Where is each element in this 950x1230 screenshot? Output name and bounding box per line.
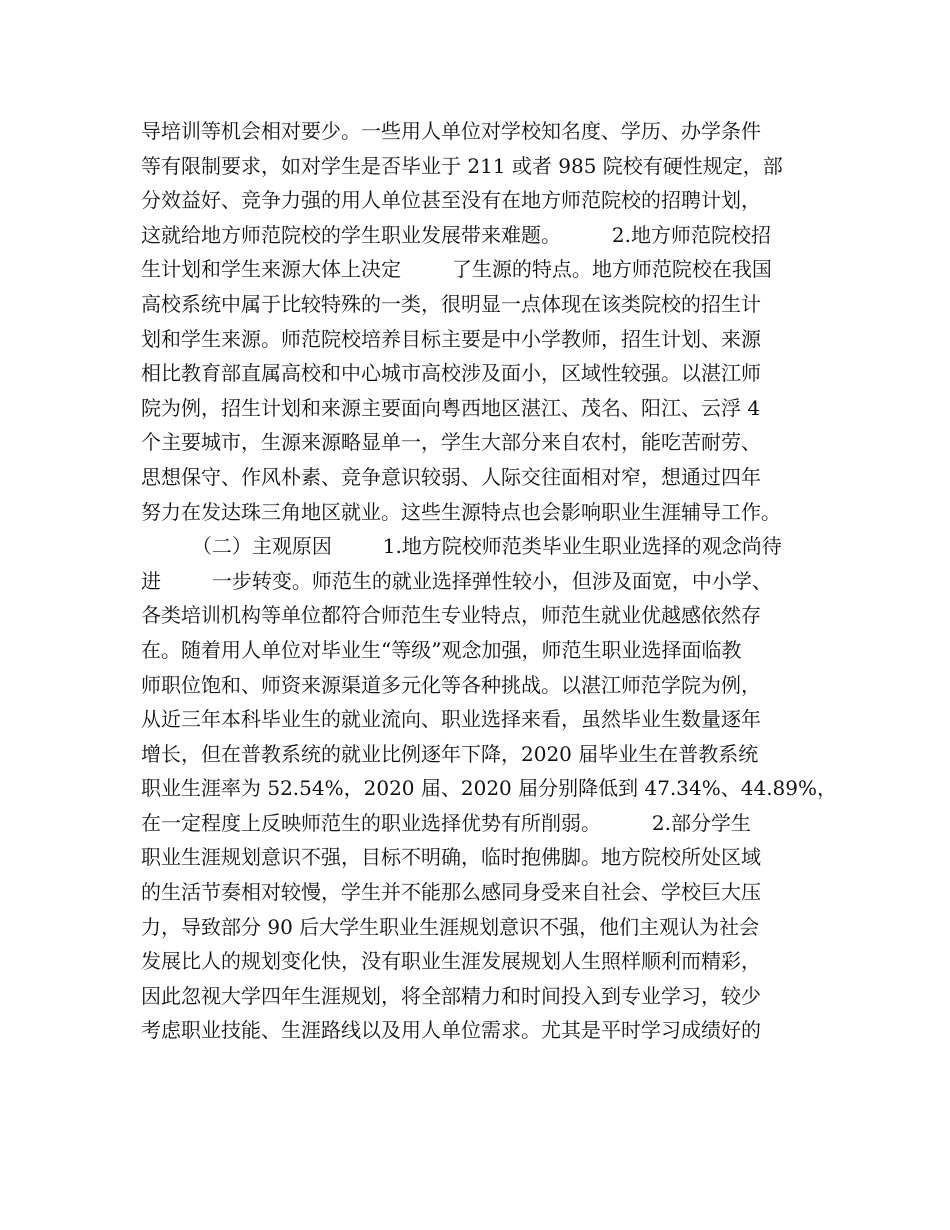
text-line-17: 师职位饱和、师资来源渠道多元化等各种挑战。以湛江师范学院为例， — [141, 672, 761, 697]
text-line-11: 思想保守、作风朴素、竞争意识较弱、人际交往面相对窄，想通过四年 — [141, 464, 761, 489]
text-line-9: 院为例，招生计划和来源主要面向粤西地区湛江、茂名、阳江、云浮 4 — [141, 395, 761, 420]
text-line-2: 等有限制要求，如对学生是否毕业于 211 或者 985 院校有硬性规定，部 — [141, 153, 783, 178]
text-line-27: 考虑职业技能、生涯路线以及用人单位需求。尤其是平时学习成绩好的 — [141, 1018, 761, 1043]
text-line-24: 力，导致部分 90 后大学生职业生涯规划意识不强，他们主观认为社会 — [141, 914, 760, 939]
text-line-13: （二）主观原因 1.地方院校师范类毕业生职业选择的观念尚待 — [141, 534, 782, 559]
text-line-26: 因此忽视大学四年生涯规划，将全部精力和时间投入到专业学习，较少 — [141, 983, 761, 1008]
text-line-19: 增长，但在普教系统的就业比例逐年下降，2020 届毕业生在普教系统 — [141, 741, 759, 766]
text-line-20: 职业生涯率为 52.54%，2020 届、2020 届分别降低到 47.34%、44.89%， — [141, 776, 838, 801]
text-line-15: 各类培训机构等单位都符合师范生专业特点，师范生就业优越感依然存 — [141, 603, 761, 628]
text-line-21: 在一定程度上反映师范生的职业选择优势有所削弱。 2.部分学生 — [141, 810, 751, 835]
text-line-18: 从近三年本科毕业生的就业流向、职业选择来看，虽然毕业生数量逐年 — [141, 707, 761, 732]
text-line-5: 生计划和学生来源大体上决定 了生源的特点。地方师范院校在我国 — [141, 257, 772, 282]
text-line-12: 努力在发达珠三角地区就业。这些生源特点也会影响职业生涯辅导工作。 — [141, 499, 781, 524]
text-line-23: 的生活节奏相对较慢，学生并不能那么感同身受来自社会、学校巨大压 — [141, 880, 761, 905]
text-line-14: 进 一步转变。师范生的就业选择弹性较小，但涉及面宽，中小学、 — [141, 568, 772, 593]
text-line-25: 发展比人的规划变化快，没有职业生涯发展规划人生照样顺利而精彩， — [141, 949, 761, 974]
text-line-4: 这就给地方师范院校的学生职业发展带来难题。 2.地方师范院校招 — [141, 222, 771, 247]
text-line-7: 划和学生来源。师范院校培养目标主要是中小学教师，招生计划、来源 — [141, 326, 761, 351]
text-line-3: 分效益好、竞争力强的用人单位甚至没有在地方师范院校的招聘计划， — [141, 188, 761, 213]
body-text — [141, 114, 838, 1048]
text-line-22: 职业生涯规划意识不强，目标不明确，临时抱佛脚。地方院校所处区域 — [141, 845, 761, 870]
text-line-1: 导培训等机会相对要少。一些用人单位对学校知名度、学历、办学条件 — [141, 119, 761, 143]
text-line-8: 相比教育部直属高校和中心城市高校涉及面小，区域性较强。以湛江师 — [141, 361, 761, 386]
text-line-16: 在。随着用人单位对毕业生“等级”观念加强，师范生职业选择面临教 — [141, 637, 742, 662]
text-line-10: 个主要城市，生源来源略显单一，学生大部分来自农村，能吃苦耐劳、 — [141, 430, 761, 455]
text-line-6: 高校系统中属于比较特殊的一类，很明显一点体现在该类院校的招生计 — [141, 291, 761, 316]
